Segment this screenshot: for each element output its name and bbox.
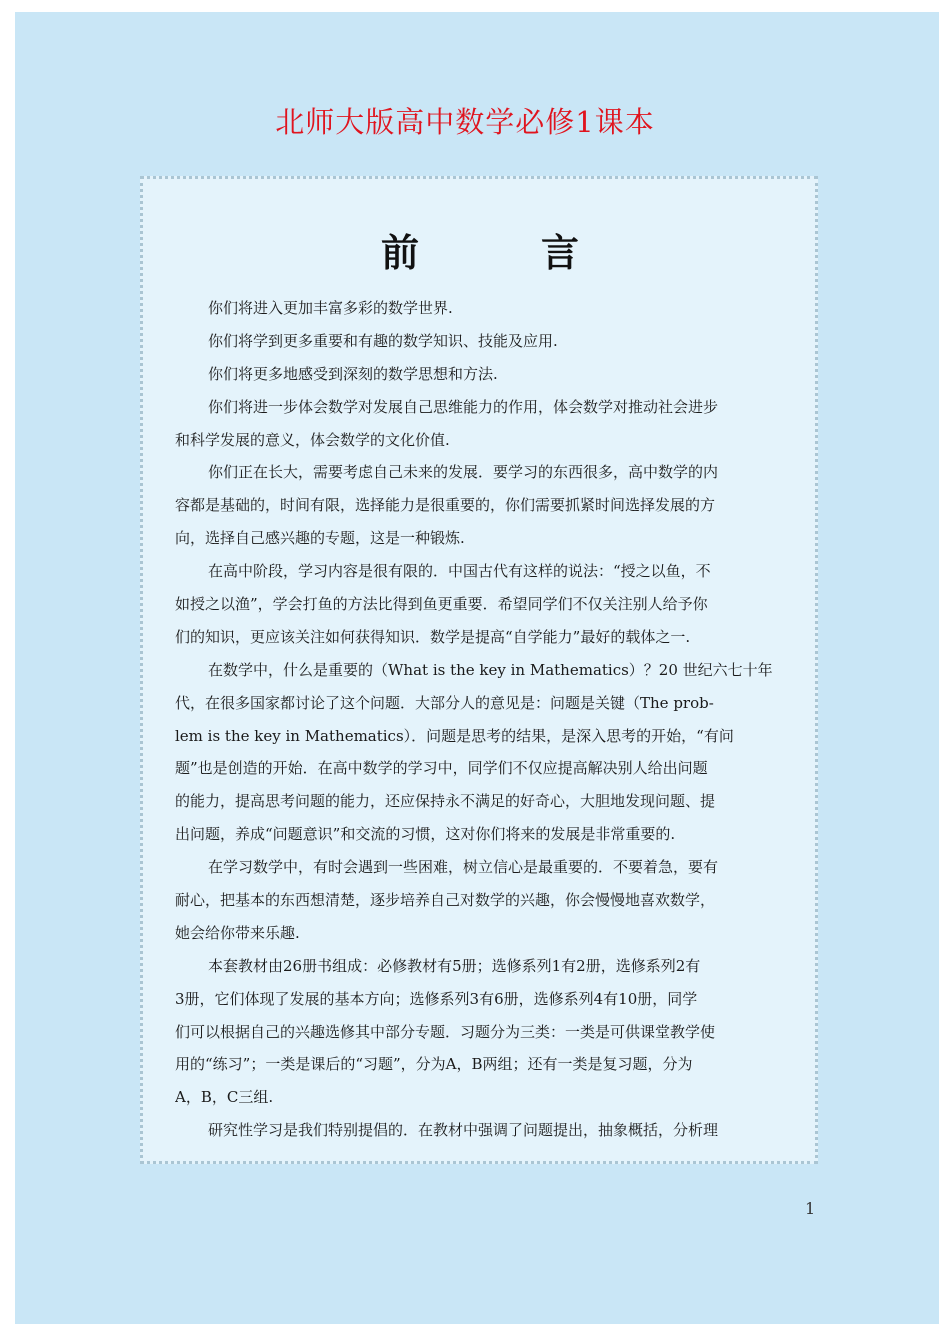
text-line: 向，选择自己感兴趣的专题，这是一种锻炼. (175, 529, 465, 548)
text-line: 在数学中，什么是重要的（What is the key in Mathematics）？20 世纪六七十年 (208, 660, 773, 679)
text-line: 耐心，把基本的东西想清楚，逐步培养自己对数学的兴趣，你会慢慢地喜欢数学， (175, 891, 716, 910)
text-line: 容都是基础的，时间有限，选择能力是很重要的，你们需要抓紧时间选择发展的方 (175, 496, 716, 515)
page-number: 1 (805, 1199, 816, 1218)
text-line: 你们正在长大，需要考虑自己未来的发展．要学习的东西很多，高中数学的内 (208, 463, 719, 482)
text-line: 她会给你带来乐趣. (175, 923, 300, 942)
text-line: 你们将更多地感受到深刻的数学思想和方法. (208, 364, 498, 383)
text-line: 用的“练习”；一类是课后的“习题”，分为A，B两组；还有一类是复习题，分为 (175, 1055, 693, 1074)
text-line: 们可以根据自己的兴趣选修其中部分专题．习题分为三类：一类是可供课堂教学使 (175, 1022, 716, 1041)
text-line: 在高中阶段，学习内容是很有限的．中国古代有这样的说法：“授之以鱼，不 (208, 562, 711, 581)
preface-heading (143, 231, 815, 275)
text-line: 本套教材由26册书组成：必修教材有5册；选修系列1有2册，选修系列2有 (208, 956, 701, 975)
document-title: 北师大版高中数学必修1课本 (275, 105, 655, 139)
text-line: 出问题，养成“问题意识”和交流的习惯，这对你们将来的发展是非常重要的. (175, 825, 676, 844)
text-line: 你们将进一步体会数学对发展自己思维能力的作用，体会数学对推动社会进步 (208, 397, 719, 416)
preface-body (175, 292, 795, 1147)
text-line: A，B，C三组. (175, 1088, 274, 1107)
text-line: 代，在很多国家都讨论了这个问题．大部分人的意见是：问题是关键（The prob- (175, 693, 714, 712)
text-line: 题”也是创造的开始．在高中数学的学习中，同学们不仅应提高解决别人给出问题 (175, 759, 708, 778)
heading-char-2: 言 (541, 230, 580, 275)
text-line: 如授之以渔”，学会打鱼的方法比得到鱼更重要．希望同学们不仅关注别人给予你 (175, 595, 708, 614)
text-line: 研究性学习是我们特别提倡的．在教材中强调了问题提出，抽象概括，分析理 (208, 1121, 719, 1140)
text-line: 和科学发展的意义，体会数学的文化价值. (175, 430, 450, 449)
text-line: 的能力，提高思考问题的能力，还应保持永不满足的好奇心，大胆地发现问题、提 (175, 792, 716, 811)
preface-panel (140, 176, 818, 1164)
text-line: 3册，它们体现了发展的基本方向；选修系列3有6册，选修系列4有10册，同学 (175, 989, 698, 1008)
text-line: lem is the key in Mathematics）．问题是思考的结果，是深入思考的开始，“有问 (175, 726, 734, 745)
text-line: 在学习数学中，有时会遇到一些困难，树立信心是最重要的．不要着急，要有 (208, 858, 719, 877)
heading-char-1: 前 (381, 230, 420, 275)
text-line: 你们将学到更多重要和有趣的数学知识、技能及应用. (208, 331, 558, 350)
text-line: 你们将进入更加丰富多彩的数学世界. (208, 299, 453, 317)
text-line: 们的知识，更应该关注如何获得知识．数学是提高“自学能力”最好的载体之一. (175, 627, 691, 646)
